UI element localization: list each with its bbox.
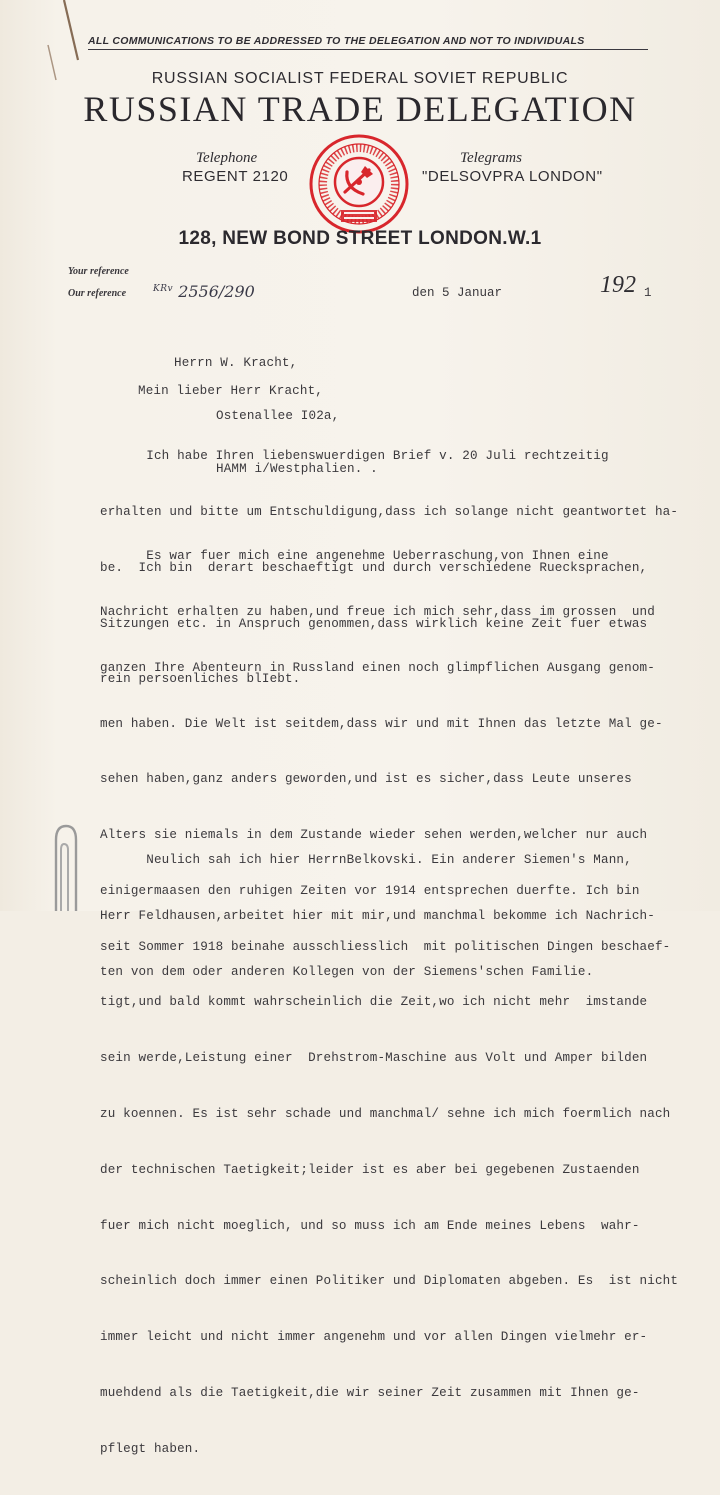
text-line: fuer mich nicht moeglich, und so muss ich am Ende meines Lebens wahr- [100, 1218, 640, 1233]
text-line: men haben. Die Welt ist seitdem,dass wir und mit Ihnen das letzte Mal ge- [100, 716, 663, 731]
text-line: Es war fuer mich eine angenehme Ueberraschung,von Ihnen eine [100, 549, 609, 564]
text-line: Neulich sah ich hier HerrnBelkovski. Ein anderer Siemen's Mann, [100, 853, 632, 868]
republic-name: RUSSIAN SOCIALIST FEDERAL SOVIET REPUBLIC [151, 70, 569, 87]
text-line: Alters sie niemals in dem Zustande wieder sehen werden,welcher nur auch [100, 828, 648, 843]
notice-line: ALL COMMUNICATIONS TO BE ADDRESSED TO THE DELEGATION AND NOT TO INDIVIDUALS [88, 35, 648, 50]
text-line: immer leicht und nicht immer angenehm und vor allen Dingen vielmehr er- [100, 1330, 648, 1345]
text-line: ten von dem oder anderen Kollegen von der Siemens'schen Familie. [100, 964, 594, 979]
organization-title: RUSSIAN TRADE DELEGATION [83, 89, 637, 129]
text-line: pflegt haben. [100, 1441, 201, 1456]
text-line: be. Ich bin derart beschaeftigt und durch verschiedene Ruecksprachen, [100, 560, 648, 575]
telephone-number: REGENT 2120 [182, 168, 289, 185]
recipient-name: Herrn W. Kracht, [174, 356, 298, 371]
letter-date: den 5 Januar [412, 286, 503, 300]
reference-prefix: KRv [153, 284, 174, 294]
telegrams-label: Telegrams [460, 150, 522, 166]
text-line: der technischen Taetigkeit;leider ist es aber bei gegebenen Zustaenden [100, 1162, 640, 1177]
delegation-address: 128, NEW BOND STREET LONDON.W.1 [178, 228, 542, 249]
text-line: Ich habe Ihren liebenswuerdigen Brief v. 20 Juli rechtzeitig [100, 449, 609, 464]
text-line: muehdend als die Taetigkeit,die wir seiner Zeit zusammen mit Ihnen ge- [100, 1385, 640, 1400]
text-line: Sitzungen etc. in Anspruch genommen,dass wirklich keine Zeit fuer etwas [100, 616, 648, 631]
our-reference-value [153, 282, 255, 301]
recipient-city: HAMM i/Westphalien. . [216, 461, 378, 476]
paragraph-3 [100, 814, 655, 1019]
text-line: tigt,und bald kommt wahrscheinlich die Zeit,wo ich nicht mehr imstande [100, 995, 648, 1010]
text-line: scheinlich doch immer einen Politiker und Diplomaten abgeben. Es ist nicht [100, 1274, 679, 1289]
text-line: zu koennen. Es ist sehr schade und manchmal/ sehne ich mich foermlich nach [100, 1107, 671, 1121]
telegrams-address: "DELSOVPRA LONDON" [422, 168, 603, 185]
text-line: erhalten und bitte um Entschuldigung,dass ich solange nicht geantwortet ha- [100, 504, 679, 519]
recipient-street: Ostenallee I02a, [216, 408, 340, 423]
text-line: Herr Feldhausen,arbeitet hier mit mir,und manchmal bekomme ich Nachrich- [100, 908, 655, 923]
telephone-label: Telephone [196, 150, 258, 166]
our-reference-label: Our reference [68, 288, 127, 299]
text-line: sein werde,Leistung einer Drehstrom-Maschine aus Volt und Amper bilden [100, 1051, 648, 1066]
year-printed: 192 [600, 272, 636, 298]
your-reference-label: Your reference [68, 266, 129, 277]
text-line: seit Sommer 1918 beinahe ausschliesslich mit politischen Dingen beschaef- [100, 939, 671, 954]
text-line: rein persoenliches blIebt. [100, 672, 301, 687]
text-line: ganzen Ihre Abenteurn in Russland einen noch glimpflichen Ausgang genom- [100, 660, 655, 675]
text-line: einigermaasen den ruhigen Zeiten vor 1914 entsprechen duerfte. Ich bin [100, 883, 640, 898]
text-line: Nachricht erhalten zu haben,und freue ich mich sehr,dass im grossen und [100, 604, 655, 619]
soviet-emblem-seal [305, 132, 413, 236]
reference-number: 2556/290 [178, 282, 255, 301]
salutation: Mein lieber Herr Kracht, [138, 384, 323, 398]
text-line: sehen haben,ganz anders geworden,und ist es sicher,dass Leute unseres [100, 772, 632, 787]
year-typed-digit: 1 [644, 286, 652, 300]
paperclip-icon [46, 820, 86, 911]
